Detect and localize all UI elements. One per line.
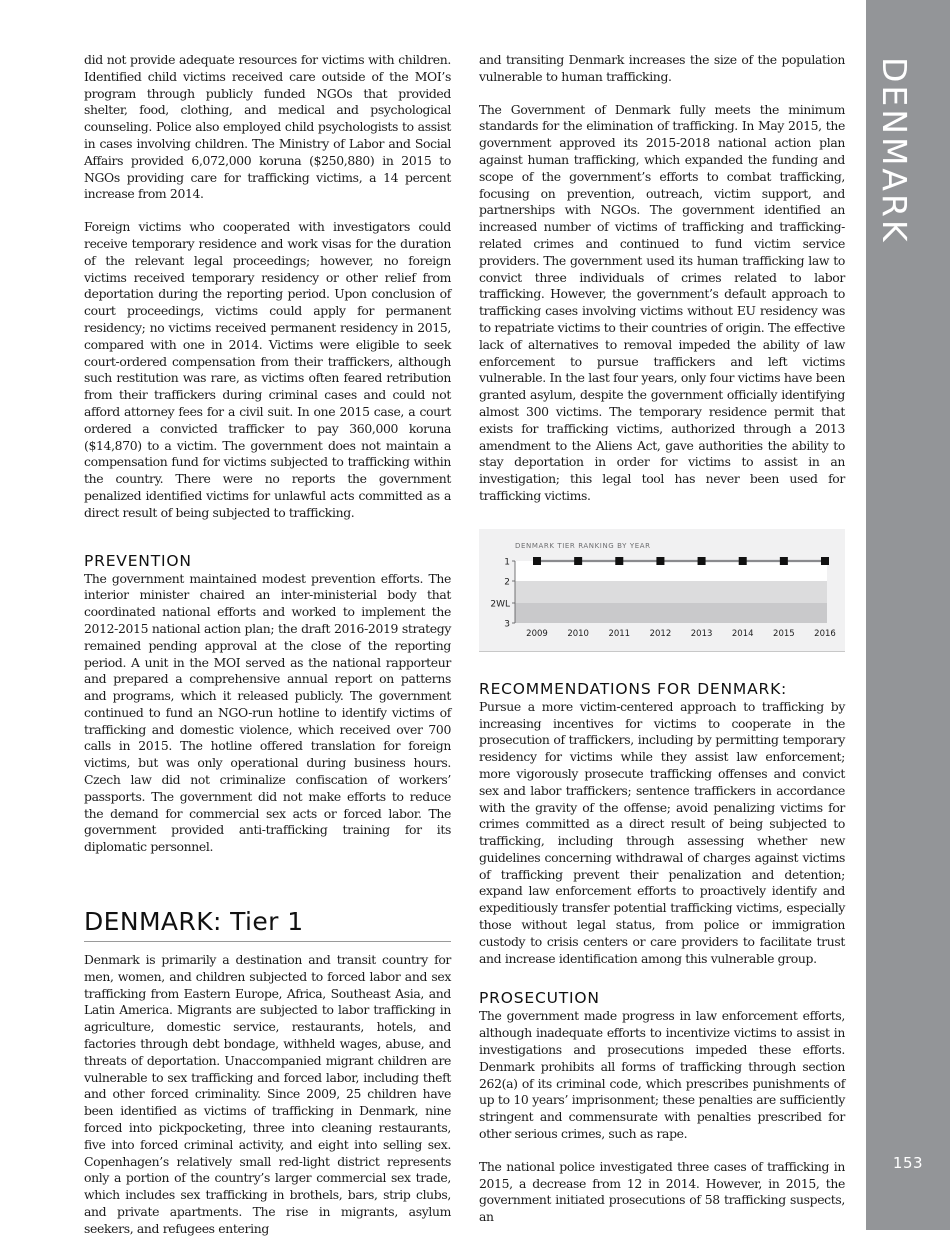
marker-2014 — [739, 557, 747, 565]
paragraph-transiting: and transiting Denmark increases the size of the population vulnerable to human trafficking. — [479, 52, 845, 84]
marker-2015 — [780, 557, 788, 565]
y-tick-label-2: 2 — [504, 577, 510, 588]
paragraph-victim-care: did not provide adequate resources for victims with children. Identified child victims received care outside of the MOI’s program through publicly funded NGOs that provided shelter, food, clothing, and medical and psychological counseling. Police also employed child psychologists to assist in cases involving children. The Ministry of Labor and Social Affairs provided 6,072,000 koruna ($250,880) in 2015 to NGOs providing care for trafficking victims, a 14 percent increase from 2014. — [84, 52, 451, 202]
sidebar-country-title: DENMARK — [875, 57, 914, 245]
y-tick-label-3: 3 — [504, 619, 510, 630]
y-tick-label-2WL: 2WL — [490, 599, 510, 610]
x-tick-label-2009: 2009 — [526, 628, 548, 639]
x-tick-label-2010: 2010 — [567, 628, 589, 639]
left-column — [84, 52, 451, 1254]
right-column — [479, 52, 845, 1242]
chart-title: DENMARK TIER RANKING BY YEAR — [515, 541, 651, 550]
marker-2011 — [615, 557, 623, 565]
paragraph-recommendations: Pursue a more victim-centered approach to trafficking by increasing incentives for victims to cooperate in the prosecution of traffickers, including by permitting temporary residency for victims while they assist law enforcement; more vigorously prosecute trafficking offenses and convict sex and labor traffickers; sentence traffickers in accordance with the gravity of the offense; avoid penalizing victims for crimes committed as a direct result of being subjected to trafficking, including through assessing whether new guidelines concerning withdrawal of charges against victims of trafficking prevent their penalization and detention; expand law enforcement efforts to proactively identify and expeditiously transfer potential trafficking victims, especially those without legal status, from police or immigration custody to crisis centers or care providers to facilitate trust and increase identification among this vulnerable group. — [479, 698, 845, 966]
x-tick-label-2016: 2016 — [814, 628, 836, 639]
x-tick-label-2014: 2014 — [731, 628, 754, 639]
band-tier-2wl — [515, 603, 827, 623]
prevention-heading: PREVENTION — [84, 551, 192, 570]
paragraph-country-profile: Denmark is primarily a destination and transit country for men, women, and children subjected to forced labor and sex trafficking from Eastern Europe, Africa, Southeast Asia, and Latin America. Migrants are subjected to labor trafficking in agriculture, domestic service, restaurants, hotels, and factories through debt bondage, withheld wages, abuse, and threats of deportation. Unaccompanied migrant children are vulnerable to sex trafficking and forced labor, including theft and other forced criminality. Since 2009, 25 children have been identified as victims of trafficking in Denmark, nine forced into pickpocketing, three into cleaning restaurants, five into forced criminal activity, and eight into selling sex. Copenhagen’s relatively small red-light district represents only a portion of the country’s larger commercial sex trade, which includes sex trafficking in brothels, bars, strip clubs, and private apartments. The rise in migrants, asylum seekers, and refugees entering — [84, 952, 451, 1236]
marker-2013 — [698, 557, 706, 565]
marker-2010 — [574, 557, 582, 565]
paragraph-government-standards: The Government of Denmark fully meets the minimum standards for the elimination of trafficking. In May 2015, the government approved its 2015-2018 national action plan against human trafficking, which expanded the funding and scope of the government’s efforts to combat trafficking, focusing on prevention, outreach, victim support, and partnerships with NGOs. The government identified an increased number of victims of trafficking and trafficking-related crimes and continued to fund victim service providers. The government used its human trafficking law to convict three individuals of crimes related to labor trafficking. However, the government’s default approach to trafficking cases involving victims without EU residency was to repatriate victims to their countries of origin. The effective lack of alternatives to removal impeded the ability of law enforcement to pursue traffickers and left victims vulnerable. In the last four years, only four victims have been granted asylum, despite the government officially identifying almost 300 victims. The temporary residence permit that exists for trafficking victims, authorized through a 2013 amendment to the Aliens Act, gave authorities the ability to stay deportation in order for victims to assist in an investigation; this legal tool has never been used for trafficking victims. — [479, 101, 845, 503]
recommendations-heading: RECOMMENDATIONS FOR DENMARK: — [479, 679, 788, 698]
paragraph-prosecution: The government made progress in law enforcement efforts, although inadequate efforts to incentivize victims to assist in investigations and prosecutions impeded these efforts. Denmark prohibits all forms of trafficking through section 262(a) of its criminal code, which prescribes punishments of up to 10 years’ imprisonment; these penalties are sufficiently stringent and commensurate with penalties prescribed for other serious crimes, such as rape. — [479, 1008, 845, 1142]
x-tick-label-2012: 2012 — [649, 628, 672, 639]
marker-2009 — [533, 557, 541, 565]
country-tier-heading: DENMARK: Tier 1 — [84, 906, 451, 942]
prosecution-heading: PROSECUTION — [479, 989, 600, 1008]
marker-2012 — [656, 557, 664, 565]
paragraph-foreign-victims: Foreign victims who cooperated with investigators could receive temporary residence and work visas for the duration of the relevant legal proceedings; however, no foreign victims received temporary residency or other relief from deportation during the reporting period. Upon conclusion of court proceedings, victims could apply for permanent residency; no victims received permanent residency in 2015, compared with one in 2014. Victims were eligible to seek court-ordered compensation from their traffickers, although such restitution was rare, as victims often feared retribution from their traffickers during criminal cases and could not afford attorney fees for a civil suit. In one 2015 case, a court ordered a convicted trafficker to pay 360,000 koruna ($14,870) to a victim. The government does not maintain a compensation fund for victims subjected to trafficking within the country. There were no reports the government penalized identified victims for unlawful acts committed as a direct result of being subjected to trafficking. — [84, 219, 451, 520]
marker-2016 — [821, 557, 829, 565]
tier-ranking-chart-svg — [479, 529, 845, 651]
x-tick-label-2015: 2015 — [773, 628, 795, 639]
band-tier-2 — [515, 581, 827, 603]
y-tick-label-1: 1 — [504, 557, 510, 568]
paragraph-prevention: The government maintained modest prevention efforts. The interior minister chaired an inter-ministerial body that coordinated national efforts and worked to implement the 2012-2015 national action plan; the draft 2016-2019 strategy remained pending approval at the close of the reporting period. A unit in the MOI served as the national rapporteur and prepared a comprehensive annual report on patterns and programs, which it released publicly. The government continued to fund an NGO-run hotline to identify victims of trafficking and domestic violence, which received over 700 calls in 2015. The hotline offered translation for foreign victims, but was only operational during business hours. Czech law did not criminalize confiscation of workers’ passports. The government did not make efforts to reduce the demand for commercial sex acts or forced labor. The government provided anti-trafficking training for its diplomatic personnel. — [84, 570, 451, 855]
page-number: 153 — [892, 1154, 924, 1172]
paragraph-police-investigations: The national police investigated three cases of trafficking in 2015, a decrease from 12 in 2014. However, in 2015, the government initiated prosecutions of 58 trafficking suspects, an — [479, 1158, 845, 1225]
x-tick-label-2013: 2013 — [690, 628, 713, 639]
x-tick-label-2011: 2011 — [608, 628, 631, 639]
tier-ranking-chart — [479, 529, 845, 652]
